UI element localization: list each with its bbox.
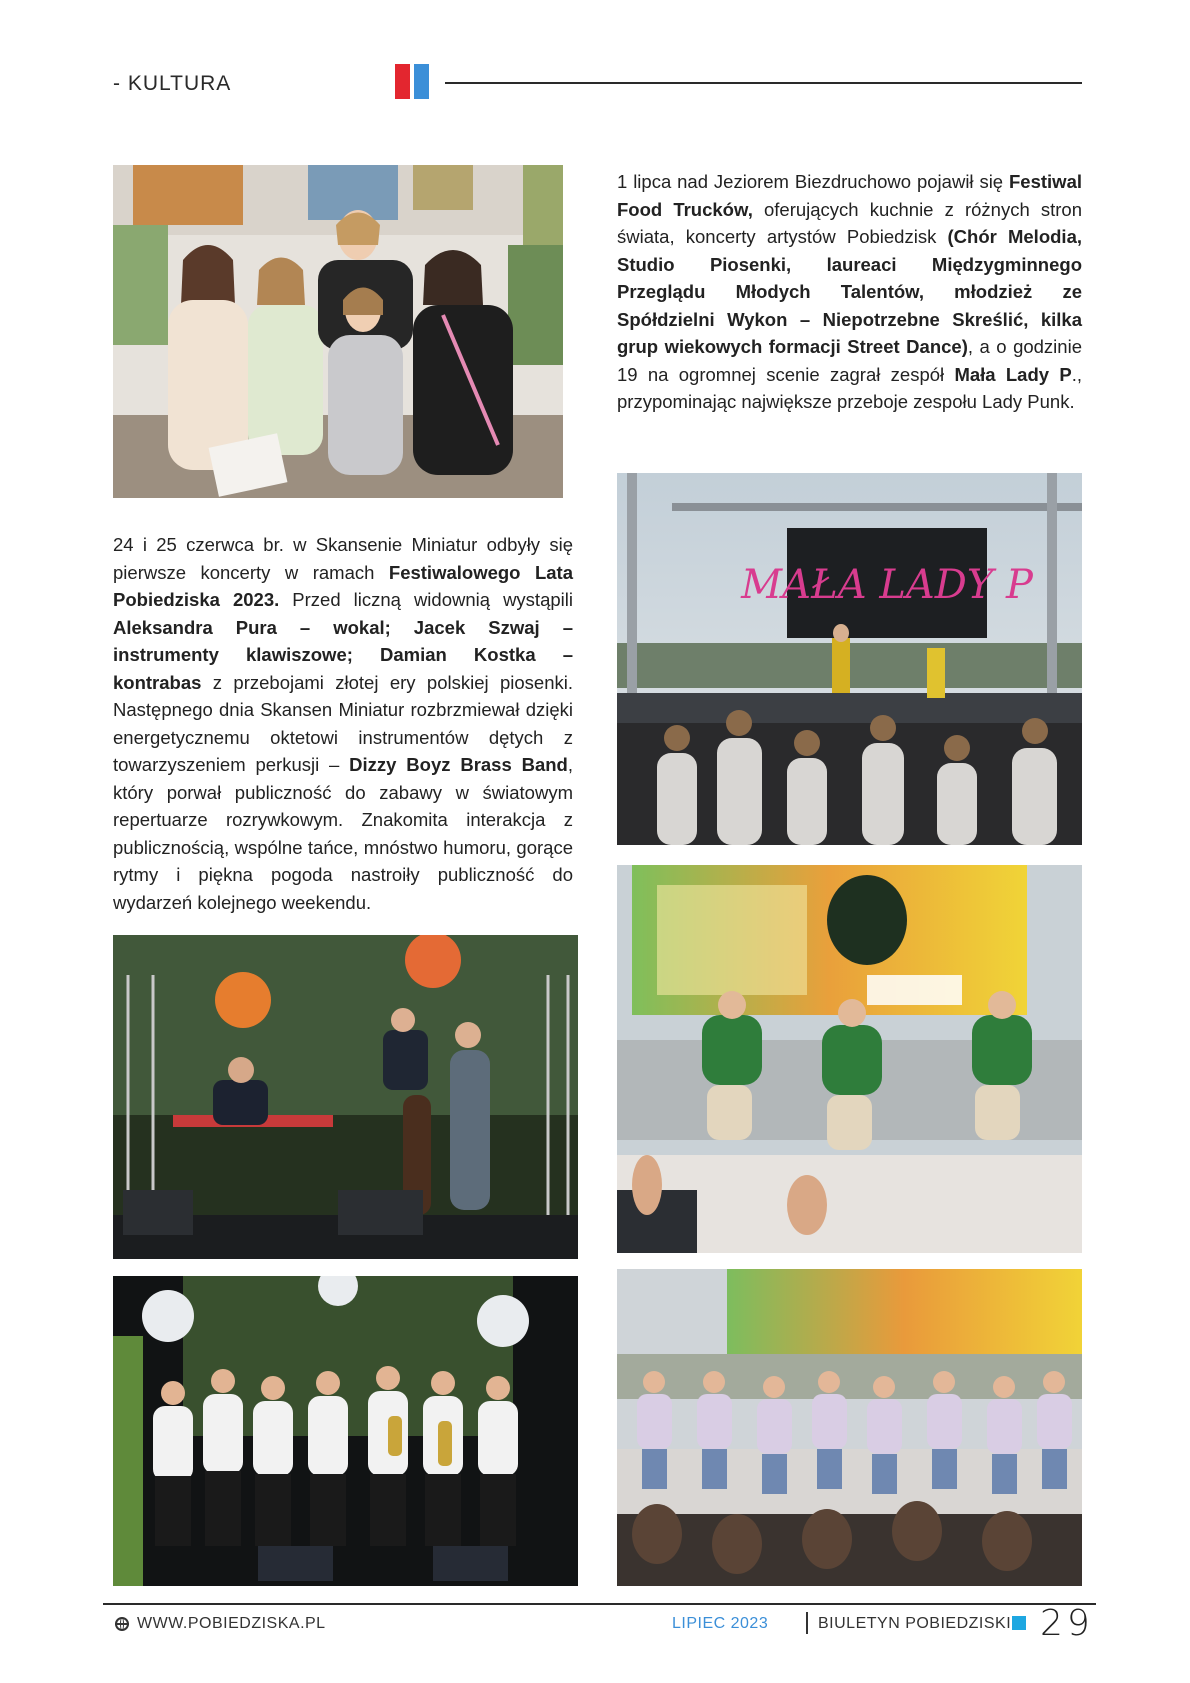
footer-date: LIPIEC 2023 <box>672 1615 769 1632</box>
stage-screen-text: MAŁA LADY P <box>741 562 1033 608</box>
footer-publication: BIULETYN POBIEDZISKI <box>818 1615 1012 1632</box>
section-label: - KULTURA <box>113 72 232 95</box>
photo-mala-lady-p-concert <box>617 473 1082 845</box>
photo-street-dance-green <box>617 865 1082 1253</box>
footer-square-icon <box>1012 1616 1026 1630</box>
page-number: 29 <box>1040 1603 1094 1644</box>
header-rule <box>445 82 1082 84</box>
footer-website-text[interactable]: WWW.POBIEDZISKA.PL <box>137 1615 326 1632</box>
photo-dizzy-boyz-brass-band <box>113 1276 578 1586</box>
footer-website[interactable] <box>115 1615 326 1633</box>
photo-children-with-woman <box>113 165 563 498</box>
header-flag-red <box>395 64 410 99</box>
globe-icon <box>115 1617 129 1631</box>
footer-rule <box>103 1603 1096 1605</box>
right-article-text: 1 lipca nad Jeziorem Biezdruchowo pojawił się Festiwal Food Trucków, oferujących kuchnie z różnych stron świata, koncerty artystów Pobiedzisk (Chór Melodia, Studio Piosenki, laureaci Międzygminnego Przeglądu Młodych Talentów, młodzież ze Spółdzielni Wykon – Niepotrzebne Skreślić, kilka grup wiekowych formacji Street Dance), a o godzinie 19 na ogromnej scenie zagrał zespół Mała Lady P., przypominając największe przeboje zespołu Lady Punk. <box>617 171 1083 412</box>
header-flag-blue <box>414 64 429 99</box>
left-article-text: 24 i 25 czerwca br. w Skansenie Miniatur odbyły się pierwsze koncerty w ramach Festiwalowego Lata Pobiedziska 2023. Przed liczną widownią wystąpili Aleksandra Pura – wokal; Jacek Szwaj – instrumenty klawiszowe; Damian Kostka – kontrabas z przebojami złotej ery polskiej piosenki. Następnego dnia Skansen Miniatur rozbrzmiewał dzięki energetycznemu oktetowi instrumentów dętych z towarzyszeniem perkusji – Dizzy Boyz Brass Band, który porwał publiczność do zabawy w światowym repertuarze rozrywkowym. Znakomita interakcja z publicznością, wspólne tańce, mnóstwo humoru, gorące rytmy i piękna pogoda nastroiły publiczność do wydarzeń kolejnego weekendu. <box>113 534 573 913</box>
footer-separator <box>806 1612 808 1634</box>
photo-jazz-trio <box>113 935 578 1259</box>
photo-street-dance-white <box>617 1269 1082 1586</box>
